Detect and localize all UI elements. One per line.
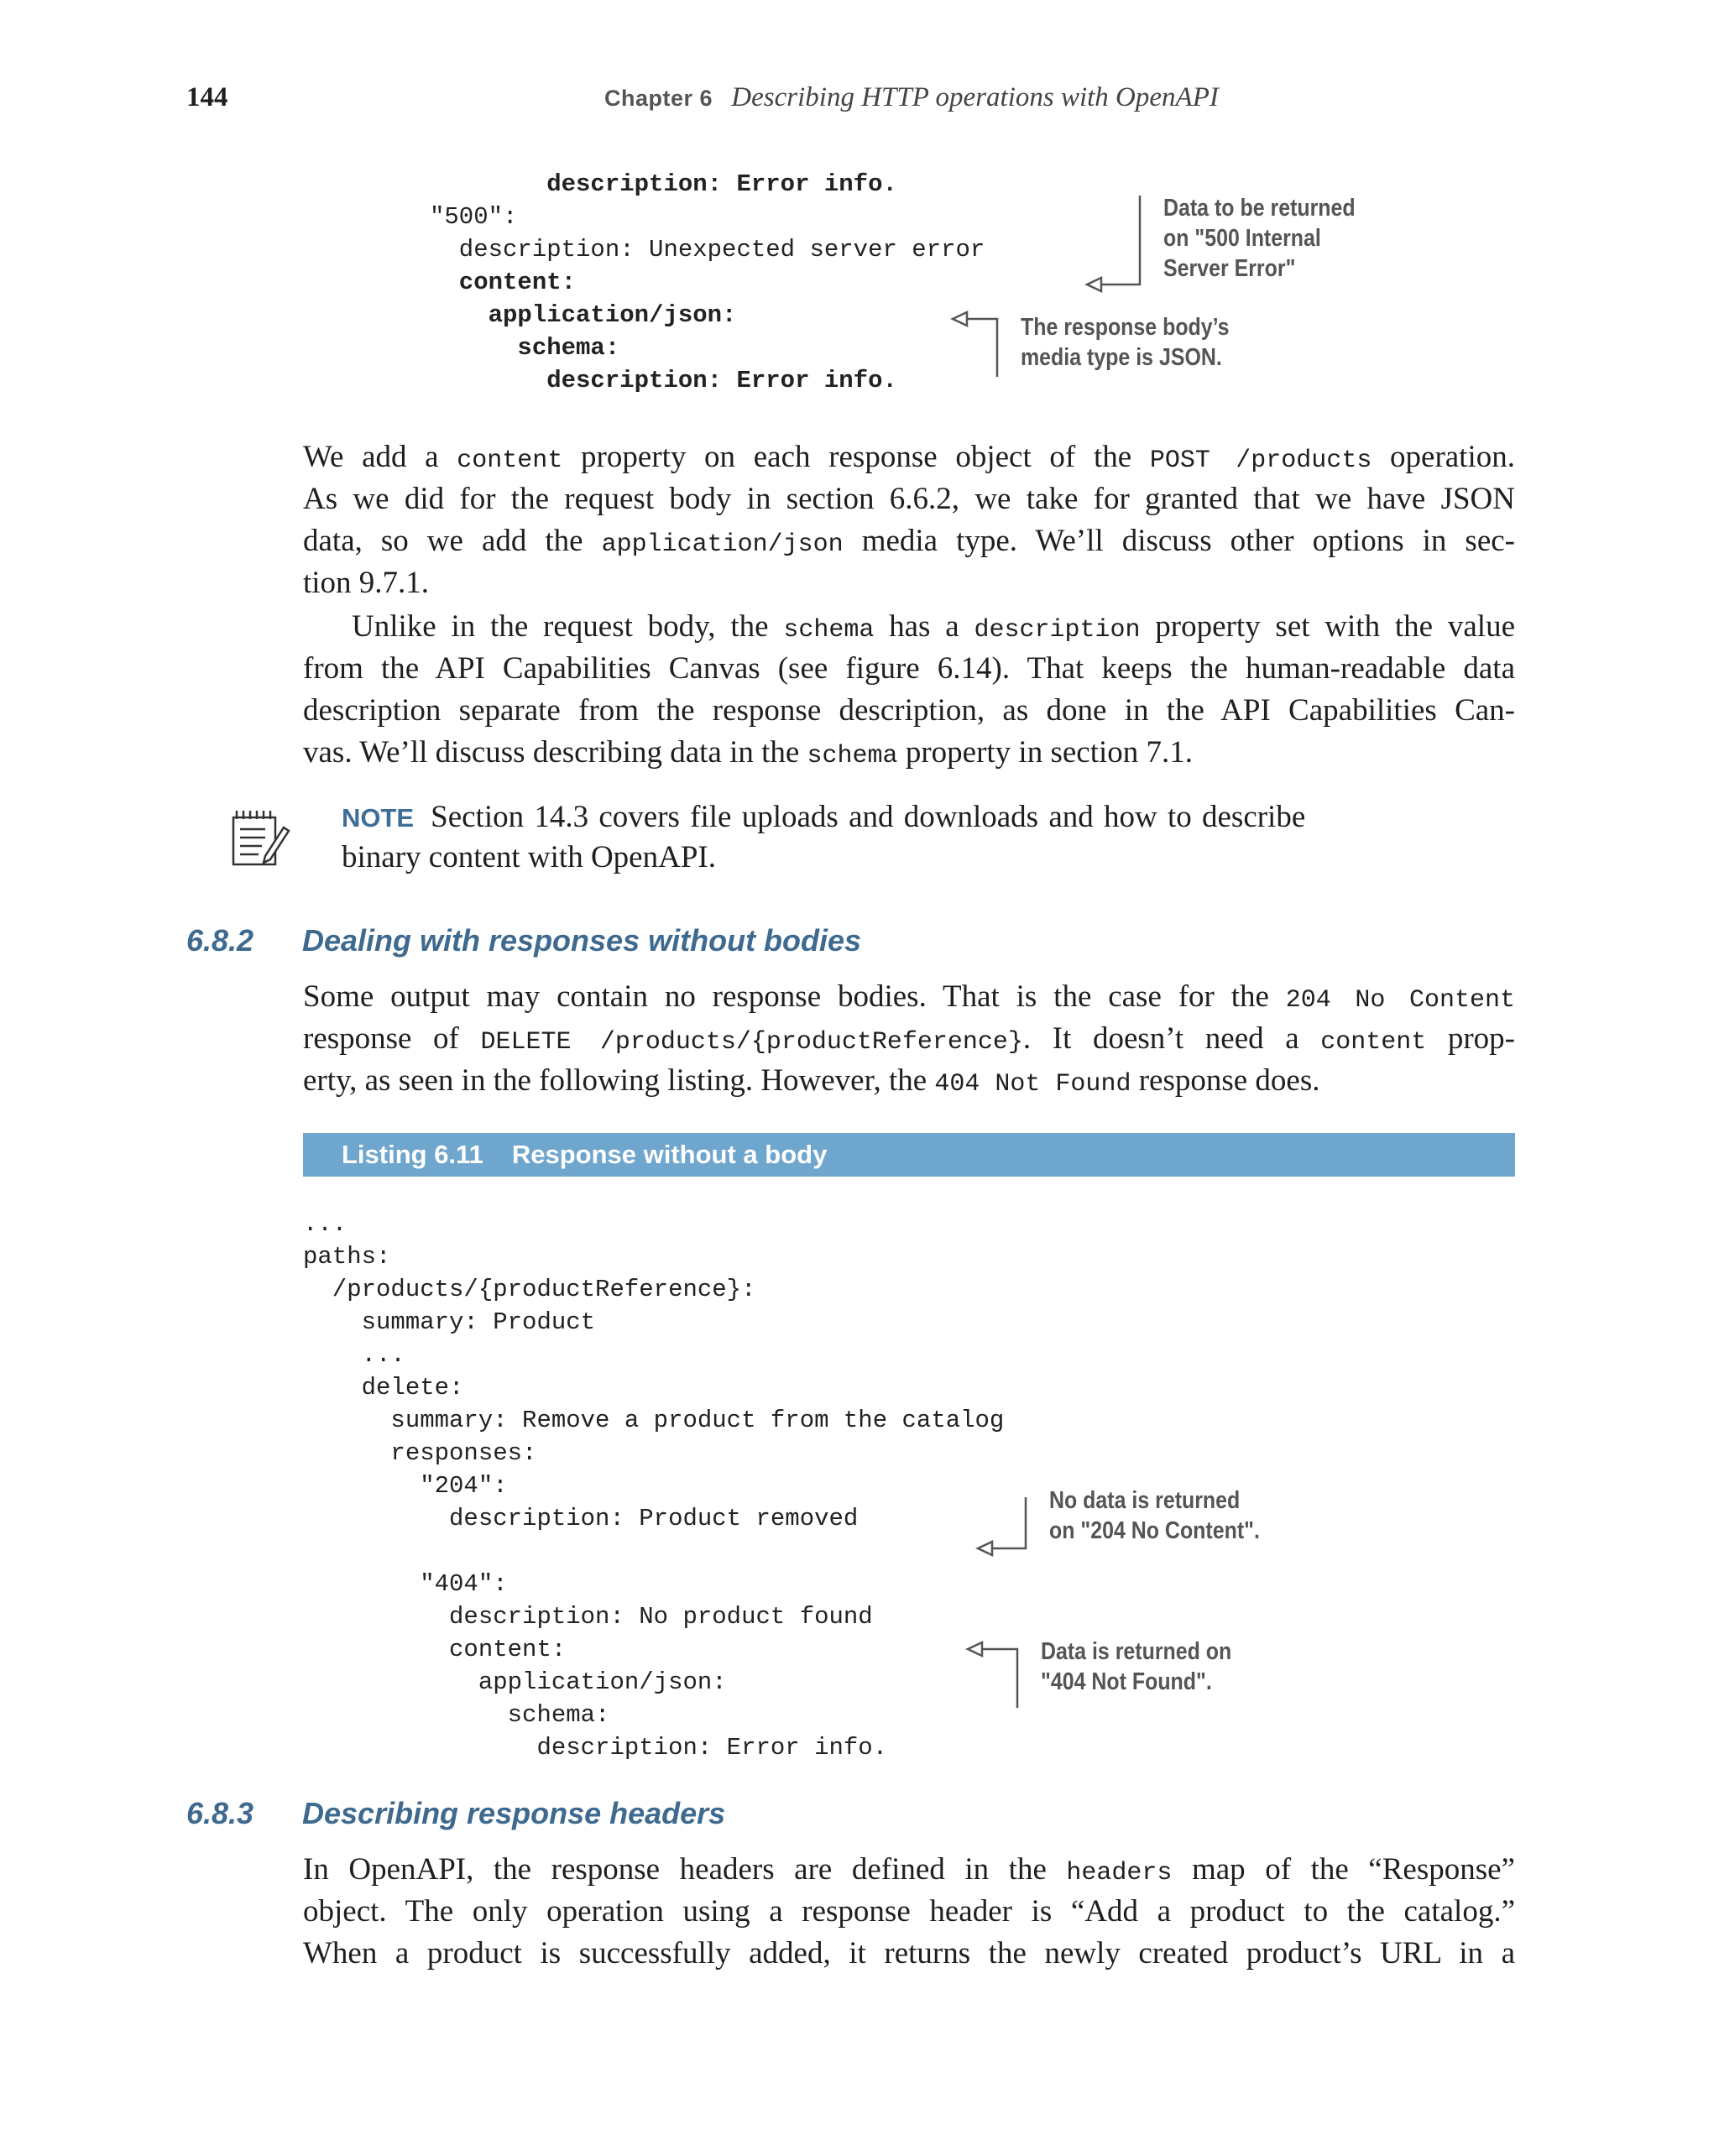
section-title: Describing response headers <box>302 1796 726 1830</box>
annotation-line: Data to be returned <box>1163 195 1356 222</box>
listing-label: Listing 6.11 <box>342 1140 483 1169</box>
note-text: binary content with OpenAPI. <box>342 840 716 874</box>
text-line: When a product is successfully added, it returns the newly created product’s URL in a <box>303 1936 1515 1971</box>
text: vas. We’ll discuss describing data in the <box>303 735 807 770</box>
code-line: description: Product removed <box>303 1505 859 1532</box>
code-line: paths: <box>303 1243 391 1271</box>
code-line: description: Error info. <box>430 367 897 394</box>
inline-code: application/json <box>601 530 844 559</box>
text-line: description separate from the response description, as done in the API Capabilities Can- <box>303 693 1515 728</box>
section-number: 6.8.2 <box>186 923 254 958</box>
code-line: "500": <box>430 203 518 231</box>
text: erty, as seen in the following listing. However, the <box>303 1063 935 1098</box>
code-line: summary: Remove a product from the catalog <box>303 1407 1005 1434</box>
code-line: "404": <box>303 1570 508 1598</box>
note-text: Section 14.3 covers file uploads and downloads and how to describe <box>431 800 1306 834</box>
inline-code: POST /products <box>1149 446 1372 475</box>
code-line: /products/{productReference}: <box>303 1276 756 1303</box>
text: response does. <box>1131 1063 1320 1098</box>
annotation-404-data <box>1041 1637 1231 1697</box>
code-line: description: Error info. <box>430 170 897 198</box>
code-line: "204": <box>303 1472 508 1500</box>
text: Some output may contain no response bodies. That is the case for the <box>303 979 1286 1014</box>
code-line: ... <box>303 1210 347 1238</box>
text-line: object. The only operation using a response header is “Add a product to the catalog.” <box>303 1894 1515 1929</box>
inline-code: 404 Not Found <box>934 1070 1131 1099</box>
text: response of <box>303 1021 481 1056</box>
chapter-title: Describing HTTP operations with OpenAPI <box>731 82 1219 112</box>
text: map of the “Response” <box>1172 1852 1515 1887</box>
code-line: description: Unexpected server error <box>430 236 985 264</box>
inline-code: schema <box>807 742 898 770</box>
paragraph-content-property <box>303 436 1515 604</box>
annotation-204-no-data <box>1049 1485 1260 1546</box>
text-line: tion 9.7.1. <box>303 566 430 600</box>
paragraph-no-bodies <box>303 976 1515 1102</box>
code-listing-6-11 <box>303 1208 1004 1764</box>
section-title: Dealing with responses without bodies <box>302 923 862 958</box>
annotation-line: Server Error" <box>1163 255 1296 282</box>
code-line: summary: Product <box>303 1308 596 1336</box>
inline-code: schema <box>783 616 875 645</box>
section-heading-6-8-3 <box>186 1796 1529 1838</box>
code-line: schema: <box>303 1701 610 1729</box>
text: property in section 7.1. <box>897 735 1194 770</box>
page-number: 144 <box>186 82 228 112</box>
text: We add a <box>303 440 457 474</box>
annotation-line: No data is returned <box>1049 1487 1241 1514</box>
code-line: description: No product found <box>303 1603 873 1631</box>
text: In OpenAPI, the response headers are defined in the <box>303 1852 1067 1887</box>
code-line: application/json: <box>303 1668 727 1696</box>
code-line: content: <box>430 269 577 296</box>
note-label: NOTE <box>342 803 415 833</box>
annotation-line: on "500 Internal <box>1163 225 1321 252</box>
annotation-line: "404 Not Found". <box>1041 1668 1212 1695</box>
text: data, so we add the <box>303 524 602 558</box>
note-icon <box>228 806 290 869</box>
code-line: application/json: <box>430 301 737 329</box>
text-line: As we did for the request body in section 6.6.2, we take for granted that we have JSON <box>303 482 1515 516</box>
inline-code: headers <box>1066 1859 1173 1887</box>
annotation-line: Data is returned on <box>1041 1638 1232 1665</box>
section-number: 6.8.3 <box>186 1796 254 1830</box>
code-line: description: Error info. <box>303 1734 888 1762</box>
code-line: content: <box>303 1636 567 1663</box>
text: media type. We’ll discuss other options in sec- <box>843 524 1515 558</box>
listing-title: Response without a body <box>511 1140 828 1169</box>
inline-code: content <box>1320 1028 1427 1057</box>
text: property on each response object of the <box>562 440 1150 474</box>
code-line: ... <box>303 1341 405 1369</box>
text: property set with the value <box>1140 609 1515 644</box>
text: . It doesn’t need a <box>1022 1021 1321 1056</box>
text-line: from the API Capabilities Canvas (see figure 6.14). That keeps the human-readable data <box>303 651 1515 686</box>
inline-code: description <box>974 616 1141 645</box>
note-box <box>342 797 1433 877</box>
annotation-line: media type is JSON. <box>1021 344 1222 371</box>
text: operation. <box>1372 440 1515 474</box>
code-line: responses: <box>303 1439 537 1467</box>
annotation-line: The response body’s <box>1021 314 1230 341</box>
text: prop- <box>1426 1021 1515 1056</box>
paragraph-schema-description <box>303 606 1515 774</box>
listing-caption-bar <box>303 1133 1515 1177</box>
text: Unlike in the request body, the <box>352 609 784 644</box>
inline-code: content <box>457 446 563 475</box>
paragraph-response-headers <box>303 1849 1515 1975</box>
section-heading-6-8-2 <box>186 923 1529 965</box>
code-line: schema: <box>430 334 620 362</box>
annotation-line: on "204 No Content". <box>1049 1517 1260 1544</box>
code-line: delete: <box>303 1374 464 1402</box>
chapter-label: Chapter 6 <box>604 86 713 111</box>
inline-code: 204 No Content <box>1285 986 1515 1015</box>
text: has a <box>874 609 974 644</box>
inline-code: DELETE /products/{productReference} <box>480 1028 1023 1057</box>
